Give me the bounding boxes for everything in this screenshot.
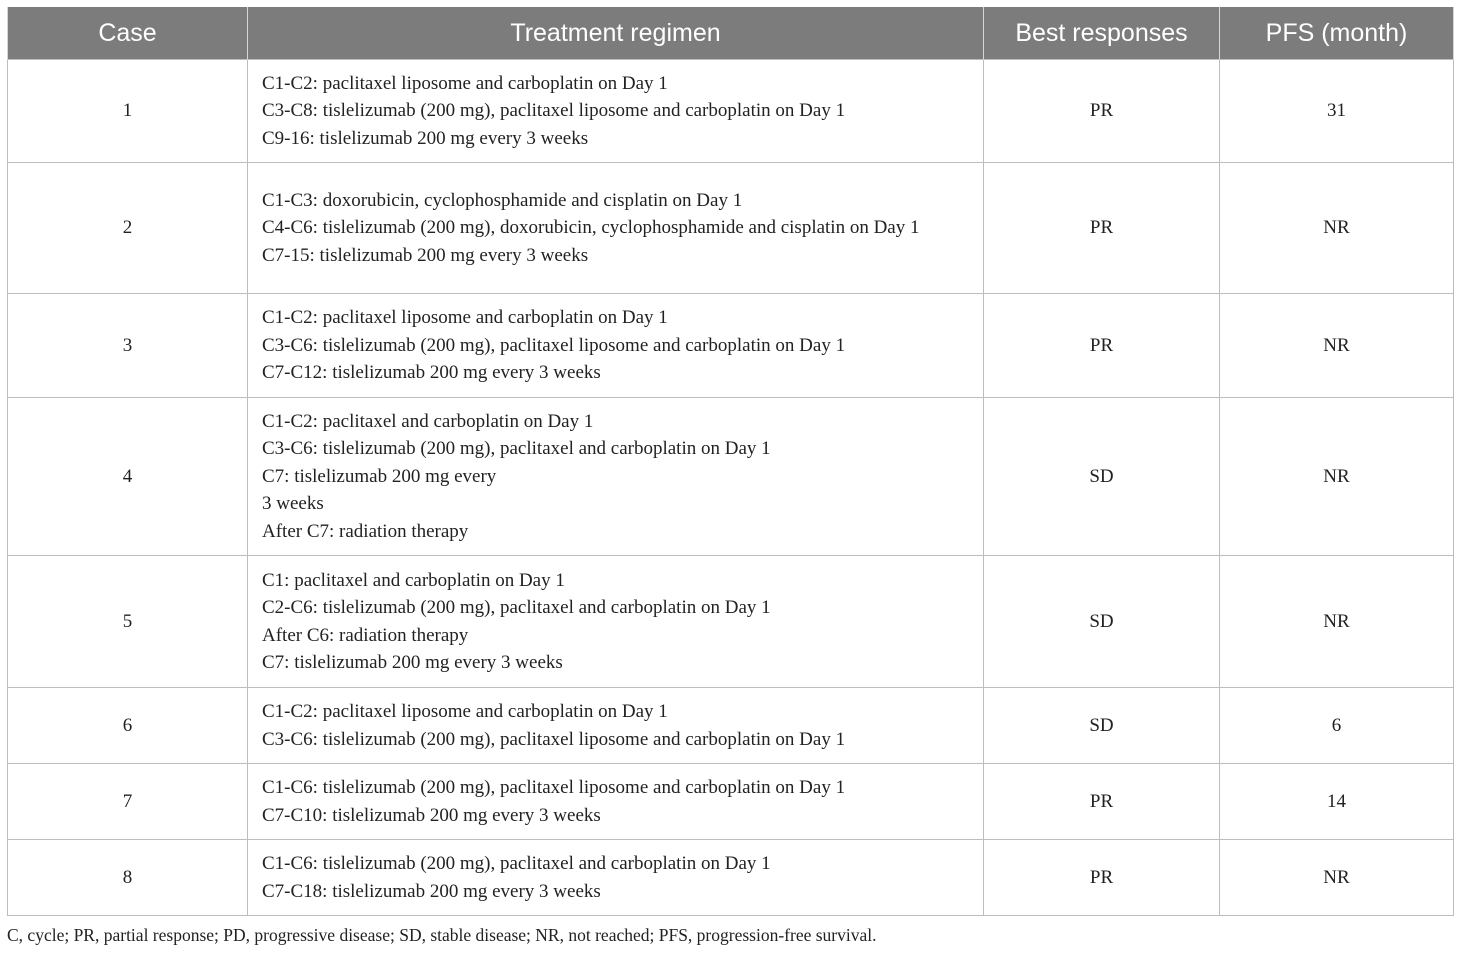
- pfs-cell: NR: [1220, 398, 1454, 556]
- regimen-line: C1-C2: paclitaxel liposome and carboplatin on Day 1: [262, 307, 668, 329]
- regimen-line: 3 weeks: [262, 493, 324, 515]
- table-row: [8, 60, 1454, 163]
- regimen-cell: [248, 294, 984, 398]
- regimen-cell: [248, 688, 984, 764]
- case-cell: 6: [8, 688, 248, 764]
- header-pfs: PFS (month): [1220, 7, 1454, 60]
- case-cell: 4: [8, 398, 248, 556]
- regimen-line: C7-C12: tislelizumab 200 mg every 3 weeks: [262, 362, 601, 384]
- pfs-cell: 14: [1220, 764, 1454, 840]
- case-cell: 3: [8, 294, 248, 398]
- regimen-line: C7: tislelizumab 200 mg every: [262, 465, 497, 487]
- regimen-cell: [248, 764, 984, 840]
- table-header: [8, 7, 1454, 60]
- pfs-cell: NR: [1220, 163, 1454, 294]
- regimen-line: C3-C6: tislelizumab (200 mg), paclitaxel liposome and carboplatin on Day 1: [262, 334, 846, 356]
- response-cell: PR: [984, 294, 1220, 398]
- header-row: [8, 7, 1454, 60]
- table-row: [8, 840, 1454, 916]
- regimen-line: C1-C6: tislelizumab (200 mg), paclitaxel liposome and carboplatin on Day 1: [262, 777, 846, 798]
- regimen-line: C1-C3: doxorubicin, cyclophosphamide and cisplatin on Day 1: [262, 189, 743, 211]
- regimen-line: C1-C2: paclitaxel liposome and carboplatin on Day 1: [262, 72, 668, 94]
- regimen-line: After C6: radiation therapy: [262, 624, 469, 646]
- regimen-line: C3-C8: tislelizumab (200 mg), paclitaxel liposome and carboplatin on Day 1: [262, 100, 846, 122]
- regimen-line: C1: paclitaxel and carboplatin on Day 1: [262, 569, 565, 591]
- regimen-line: C1-C2: paclitaxel and carboplatin on Day 1: [262, 410, 594, 432]
- case-cell: 5: [8, 556, 248, 688]
- regimen-line: C4-C6: tislelizumab (200 mg), doxorubicin, cyclophosphamide and cisplatin on Day 1: [262, 217, 920, 239]
- regimen-line: C7-C10: tislelizumab 200 mg every 3 weeks: [262, 804, 601, 826]
- regimen-line: After C7: radiation therapy: [262, 520, 469, 542]
- treatment-table: [7, 7, 1454, 916]
- table-row: [8, 398, 1454, 556]
- regimen-cell: [248, 163, 984, 294]
- regimen-line: C7-C18: tislelizumab 200 mg every 3 weeks: [262, 880, 601, 902]
- table-footnote: C, cycle; PR, partial response; PD, progressive disease; SD, stable disease; NR, not reached; PFS, progression-free survival.: [7, 925, 877, 945]
- regimen-line: C9-16: tislelizumab 200 mg every 3 weeks: [262, 127, 589, 149]
- pfs-cell: 6: [1220, 688, 1454, 764]
- regimen-line: C2-C6: tislelizumab (200 mg), paclitaxel and carboplatin on Day 1: [262, 597, 771, 618]
- header-case: Case: [8, 7, 248, 60]
- response-cell: PR: [984, 840, 1220, 916]
- regimen-line: C3-C6: tislelizumab (200 mg), paclitaxel and carboplatin on Day 1: [262, 438, 771, 460]
- case-cell: 7: [8, 764, 248, 840]
- response-cell: PR: [984, 60, 1220, 163]
- regimen-cell: [248, 398, 984, 556]
- response-cell: SD: [984, 688, 1220, 764]
- regimen-cell: [248, 556, 984, 688]
- regimen-line: C1-C6: tislelizumab (200 mg), paclitaxel and carboplatin on Day 1: [262, 853, 771, 874]
- table-row: [8, 688, 1454, 764]
- table-row: [8, 764, 1454, 840]
- pfs-cell: NR: [1220, 556, 1454, 688]
- pfs-cell: NR: [1220, 840, 1454, 916]
- response-cell: SD: [984, 556, 1220, 688]
- header-best-responses: Best responses: [984, 7, 1220, 60]
- table-row: [8, 163, 1454, 294]
- case-cell: 1: [8, 60, 248, 163]
- header-treatment-regimen: Treatment regimen: [248, 7, 984, 60]
- regimen-line: C7: tislelizumab 200 mg every 3 weeks: [262, 652, 563, 673]
- response-cell: SD: [984, 398, 1220, 556]
- response-cell: PR: [984, 163, 1220, 294]
- regimen-cell: [248, 840, 984, 916]
- table-row: [8, 294, 1454, 398]
- regimen-cell: [248, 60, 984, 163]
- regimen-line: C3-C6: tislelizumab (200 mg), paclitaxel liposome and carboplatin on Day 1: [262, 728, 846, 750]
- regimen-line: C1-C2: paclitaxel liposome and carboplatin on Day 1: [262, 701, 668, 722]
- pfs-cell: 31: [1220, 60, 1454, 163]
- response-cell: PR: [984, 764, 1220, 840]
- regimen-line: C7-15: tislelizumab 200 mg every 3 weeks: [262, 244, 589, 266]
- table-body: [8, 60, 1454, 916]
- table-row: [8, 556, 1454, 688]
- pfs-cell: NR: [1220, 294, 1454, 398]
- case-cell: 8: [8, 840, 248, 916]
- case-cell: 2: [8, 163, 248, 294]
